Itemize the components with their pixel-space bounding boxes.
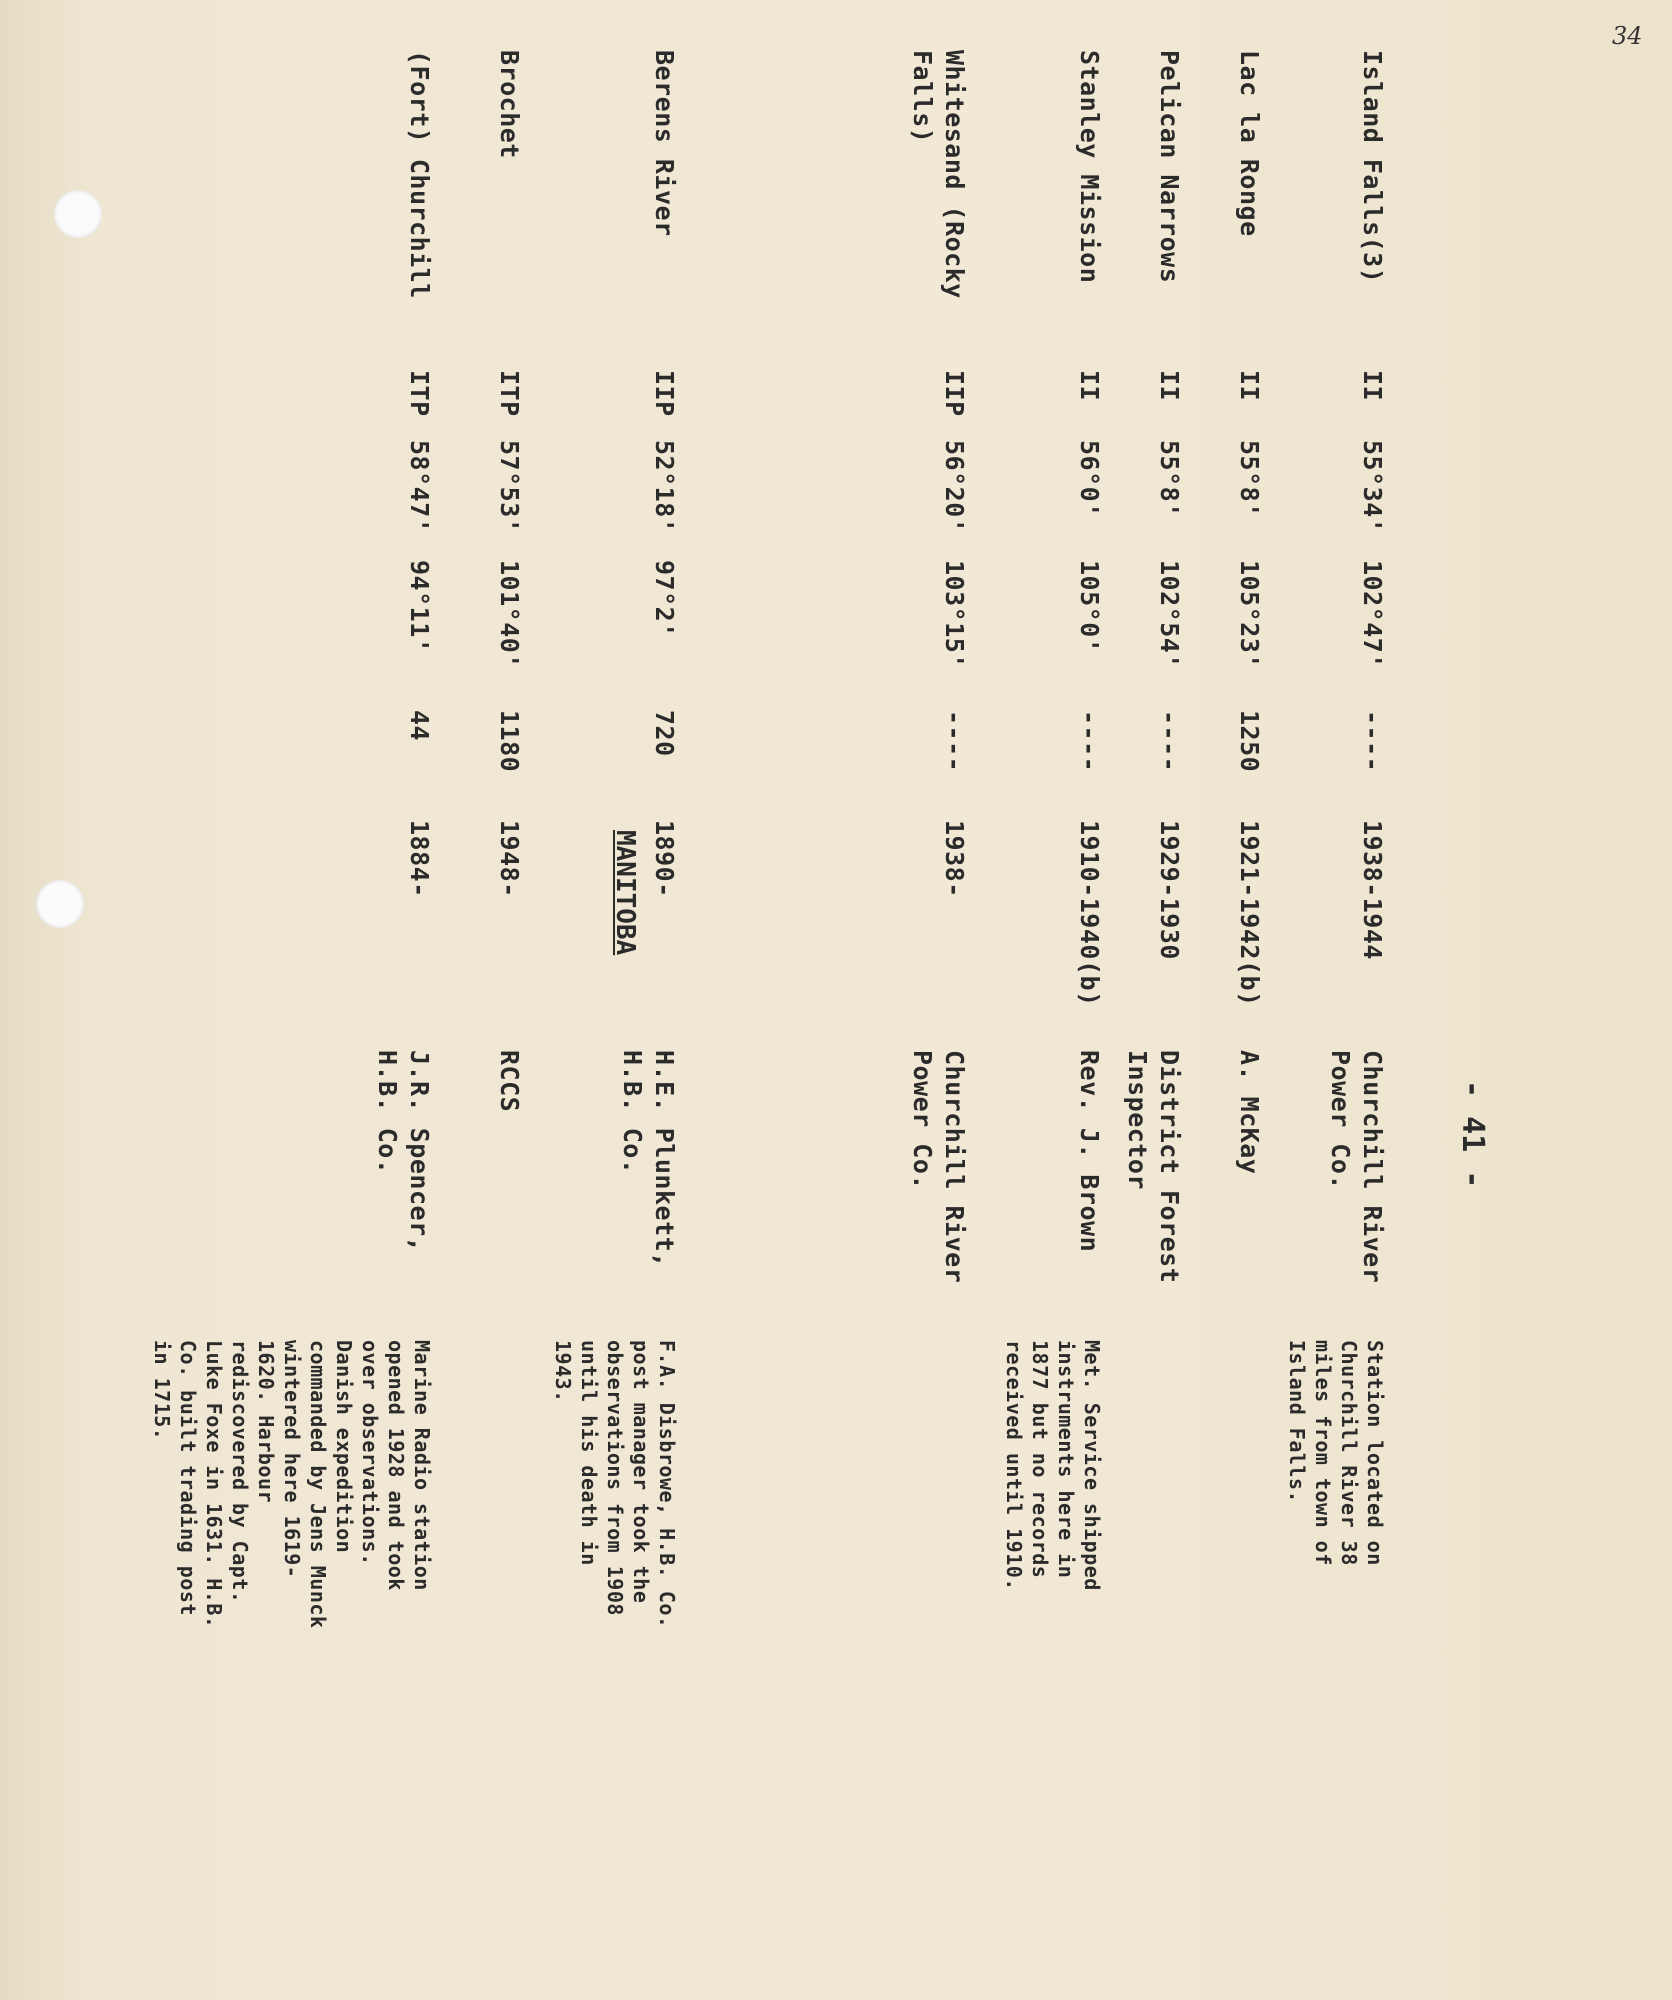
cell-type: ITP <box>405 370 434 417</box>
cell-type: ITP <box>495 370 524 417</box>
cell-observer: A. McKay <box>1235 1050 1264 1175</box>
cell-type: II <box>1358 370 1387 402</box>
cell-station: Whitesand (Rocky Falls) <box>908 50 969 299</box>
cell-observer: District Forest Inspector <box>1123 1050 1184 1284</box>
cell-elev: 1180 <box>495 710 524 773</box>
punch-hole-bottom <box>36 880 84 928</box>
cell-elev: ---- <box>1075 710 1104 773</box>
cell-lat: 52°18' <box>650 440 679 534</box>
cell-type: II <box>1155 370 1184 402</box>
cell-station: (Fort) Churchill <box>405 50 434 299</box>
cell-long: 105°23' <box>1235 560 1264 669</box>
punch-hole-top <box>54 190 102 238</box>
cell-elev: ---- <box>940 710 969 773</box>
cell-lat: 55°8' <box>1235 440 1264 518</box>
cell-long: 102°54' <box>1155 560 1184 669</box>
section-heading-manitoba: MANITOBA <box>610 830 640 956</box>
cell-remarks: F.A. Disbrowe, H.B. Co. post manager took the observations from 1908 until his death in 1943. <box>551 1340 679 1629</box>
cell-observer: J.R. Spencer, H.B. Co. <box>373 1050 434 1253</box>
cell-elev: ---- <box>1155 710 1184 773</box>
cell-years: 1890- <box>650 820 679 898</box>
cell-observer: Churchill River Power Co. <box>1326 1050 1387 1284</box>
cell-elev: ---- <box>1358 710 1387 773</box>
cell-years: 1921-1942(b) <box>1235 820 1264 1007</box>
cell-lat: 56°20' <box>940 440 969 534</box>
cell-long: 105°0' <box>1075 560 1104 654</box>
cell-long: 102°47' <box>1358 560 1387 669</box>
cell-station: Brochet <box>495 50 524 159</box>
cell-observer: RCCS <box>495 1050 524 1113</box>
cell-type: IIP <box>940 370 969 417</box>
cell-station: Pelican Narrows <box>1155 50 1184 284</box>
cell-long: 101°40' <box>495 560 524 669</box>
cell-elev: 44 <box>405 710 434 742</box>
cell-lat: 58°47' <box>405 440 434 534</box>
cell-remarks: Marine Radio station opened 1928 and took over observations. Danish expedition commanded by Jens Munck wintered here 1619-1620. Harbour rediscovered by Capt. Luke Foxe in 1631. H.B. Co. built trading post in 1715. <box>150 1340 434 1629</box>
cell-observer: Churchill River Power Co. <box>908 1050 969 1284</box>
cell-elev: 720 <box>650 710 679 757</box>
cell-long: 94°11' <box>405 560 434 654</box>
cell-years: 1884- <box>405 820 434 898</box>
page-mark: - 41 - <box>1455 1080 1490 1189</box>
rotated-table <box>120 40 1500 1960</box>
cell-years: 1929-1930 <box>1155 820 1184 960</box>
cell-remarks: Station located on Churchill River 38 miles from town of Island Falls. <box>1285 1340 1387 1566</box>
cell-type: II <box>1235 370 1264 402</box>
cell-years: 1948- <box>495 820 524 898</box>
cell-long: 97°2' <box>650 560 679 638</box>
cell-long: 103°15' <box>940 560 969 669</box>
cell-station: Stanley Mission <box>1075 50 1104 284</box>
cell-type: IIP <box>650 370 679 417</box>
cell-lat: 55°34' <box>1358 440 1387 534</box>
cell-elev: 1250 <box>1235 710 1264 773</box>
cell-type: II <box>1075 370 1104 402</box>
handwritten-page-number: 34 <box>1612 22 1643 50</box>
cell-observer: H.E. Plunkett, H.B. Co. <box>618 1050 679 1268</box>
cell-years: 1938- <box>940 820 969 898</box>
cell-lat: 56°0' <box>1075 440 1104 518</box>
cell-years: 1938-1944 <box>1358 820 1387 960</box>
cell-observer: Rev. J. Brown <box>1075 1050 1104 1253</box>
cell-lat: 57°53' <box>495 440 524 534</box>
cell-station: Berens River <box>650 50 679 237</box>
cell-years: 1910-1940(b) <box>1075 820 1104 1007</box>
cell-lat: 55°8' <box>1155 440 1184 518</box>
cell-station: Island Falls(3) <box>1358 50 1387 284</box>
cell-station: Lac la Ronge <box>1235 50 1264 237</box>
cell-remarks: Met. Service shipped instruments here in 1877 but no records received until 1910. <box>1002 1340 1104 1591</box>
